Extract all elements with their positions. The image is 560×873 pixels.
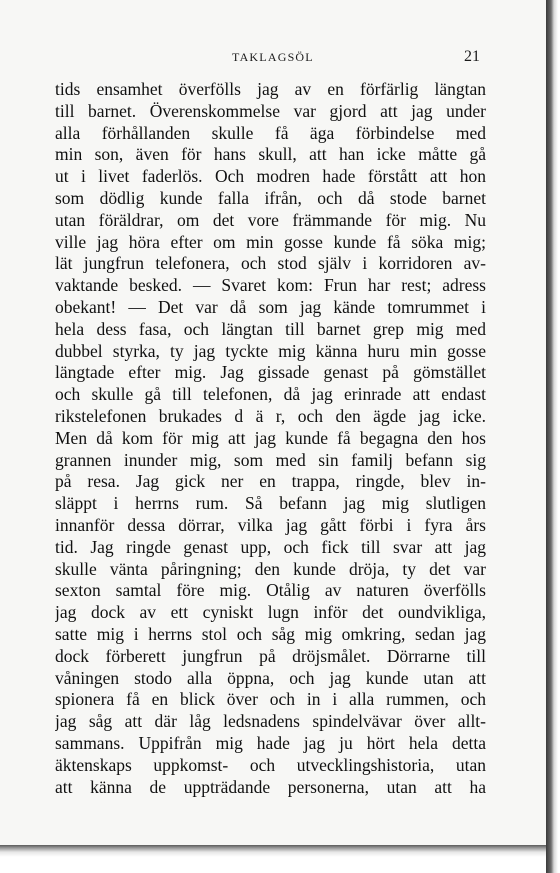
text-line: grannen inunder mig, som med sin familj befann sig [55, 449, 486, 470]
text-line: dock förberett jungfrun på dröjsmålet. Dörrarne till [55, 645, 486, 666]
text-line: rikstelefonen brukades d ä r, och den ägde jag icke. [55, 405, 486, 426]
text-line: att känna de uppträdande personerna, utan att ha [55, 776, 486, 797]
text-line: tid. Jag ringde genast upp, och fick till svar att jag [55, 536, 486, 557]
text-line: sexton samtal före mig. Otålig av naturen överfölls [55, 580, 486, 601]
text-line: vaktande besked. — Svaret kom: Frun har rest; adress [55, 275, 486, 296]
text-line: äktenskaps uppkomst- och utvecklingshistoria, utan [55, 754, 486, 775]
text-line: alla förhållanden skulle få äga förbindelse med [55, 122, 486, 143]
text-line: ville jag höra efter om min gosse kunde få söka mig; [55, 231, 486, 252]
body-text [55, 79, 486, 798]
text-line: lät jungfrun telefonera, och stod själv i korridoren av- [55, 253, 486, 274]
text-line: längtade efter mig. Jag gissade genast på gömstället [55, 362, 486, 383]
text-line: dubbel styrka, ty jag tyckte mig känna huru min gosse [55, 340, 486, 361]
text-line: våningen stodo alla öppna, och jag kunde utan att [55, 667, 486, 688]
text-line: skulle vänta påringning; den kunde dröja, ty det var [55, 558, 486, 579]
text-line: släppt i herrns rum. Så befann jag mig slutligen [55, 493, 486, 514]
text-line: min son, även för hans skull, att han icke måtte gå [55, 144, 486, 165]
scan-edge-right [546, 0, 560, 873]
text-line: som dödlig kunde falla ifrån, och då stode barnet [55, 187, 486, 208]
text-line: innanför dessa dörrar, vilka jag gått förbi i fyra års [55, 514, 486, 535]
text-line: och skulle gå till telefonen, då jag erinrade att endast [55, 384, 486, 405]
text-line: hela dess fasa, och längtan till barnet grep mig med [55, 318, 486, 339]
text-line: jag såg att där låg ledsnadens spindelvävar över allt- [55, 711, 486, 732]
text-line: jag dock av ett cyniskt lugn inför det oundvikliga, [55, 602, 486, 623]
text-line: ut i livet faderlös. Och modren hade förstått att hon [55, 166, 486, 187]
text-line: obekant! — Det var då som jag kände tomrummet i [55, 296, 486, 317]
text-line: satte mig i herrns stol och såg mig omkring, sedan jag [55, 623, 486, 644]
text-line: sammans. Uppifrån mig hade jag ju hört hela detta [55, 732, 486, 753]
running-head [0, 47, 546, 67]
page-number: 21 [464, 48, 480, 65]
text-line: på resa. Jag gick ner en trappa, ringde, blev in- [55, 471, 486, 492]
running-title: TAKLAGSÖL [232, 50, 314, 64]
text-line: till barnet. Överenskommelse var gjord att jag under [55, 100, 486, 121]
text-line: Men då kom för mig att jag kunde få begagna den hos [55, 427, 486, 448]
text-line: tids ensamhet överfölls jag av en förfärlig längtan [55, 79, 486, 99]
scan-edge-bottom [0, 845, 546, 873]
text-line: utan föräldrar, om det vore främmande för mig. Nu [55, 209, 486, 230]
text-line: spionera få en blick över och in i alla rummen, och [55, 689, 486, 710]
